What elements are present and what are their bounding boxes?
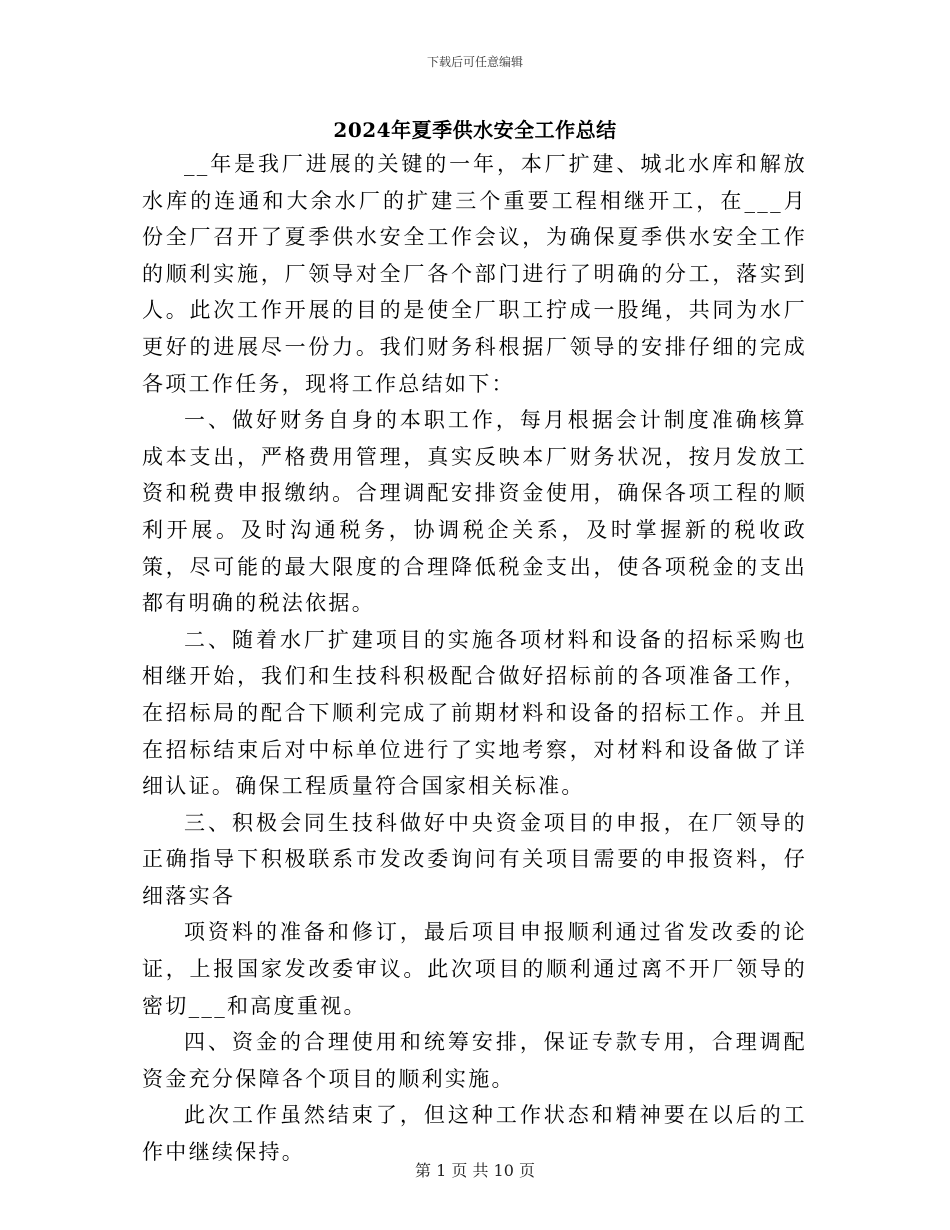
header-note: 下载后可任意编辑 [426,55,523,69]
document-body [142,146,807,1171]
document-title: 2024年夏季供水安全工作总结 [333,118,617,142]
paragraph-closing: 此次工作虽然结束了，但这种工作状态和精神要在以后的工作中继续保持。 [142,1103,807,1165]
paragraph-4: 四、资金的合理使用和统筹安排，保证专款专用，合理调配资金充分保障各个项目的顺利实施。 [142,1030,807,1091]
page-number: 第 1 页 共 10 页 [415,1161,535,1180]
paragraph-3-continued: 项资料的准备和修订，最后项目申报顺利通过省发改委的论证，上报国家发改委审议。此次项目的顺利通过离不开厂领导的密切___和高度重视。 [142,920,807,1018]
paragraph-2: 二、随着水厂扩建项目的实施各项材料和设备的招标采购也相继开始，我们和生技科积极配合做好招标前的各项准备工作，在招标局的配合下顺利完成了前期材料和设备的招标工作。并且在招标结束后对中标单位进行了实地考察，对材料和设备做了详细认证。确保工程质量符合国家相关标准。 [142,627,807,799]
paragraph-1: 一、做好财务自身的本职工作，每月根据会计制度准确核算成本支出，严格费用管理，真实反映本厂财务状况，按月发放工资和税费申报缴纳。合理调配安排资金使用，确保各项工程的顺利开展。及时沟通税务，协调税企关系，及时掌握新的税收政策，尽可能的最大限度的合理降低税金支出，使各项税金的支出都有明确的税法依据。 [142,408,807,616]
paragraph-intro: __年是我厂进展的关键的一年，本厂扩建、城北水库和解放水库的连通和大余水厂的扩建三个重要工程相继开工，在___月份全厂召开了夏季供水安全工作会议，为确保夏季供水安全工作的顺利实施，厂领导对全厂各个部门进行了明确的分工，落实到人。此次工作开展的目的是使全厂职工拧成一股绳，共同为水厂更好的进展尽一份力。我们财务科根据厂领导的安排仔细的完成各项工作任务，现将工作总结如下： [142,152,807,396]
paragraph-3: 三、积极会同生技科做好中央资金项目的申报，在厂领导的正确指导下积极联系市发改委询问有关项目需要的申报资料，仔细落实各 [142,810,807,908]
